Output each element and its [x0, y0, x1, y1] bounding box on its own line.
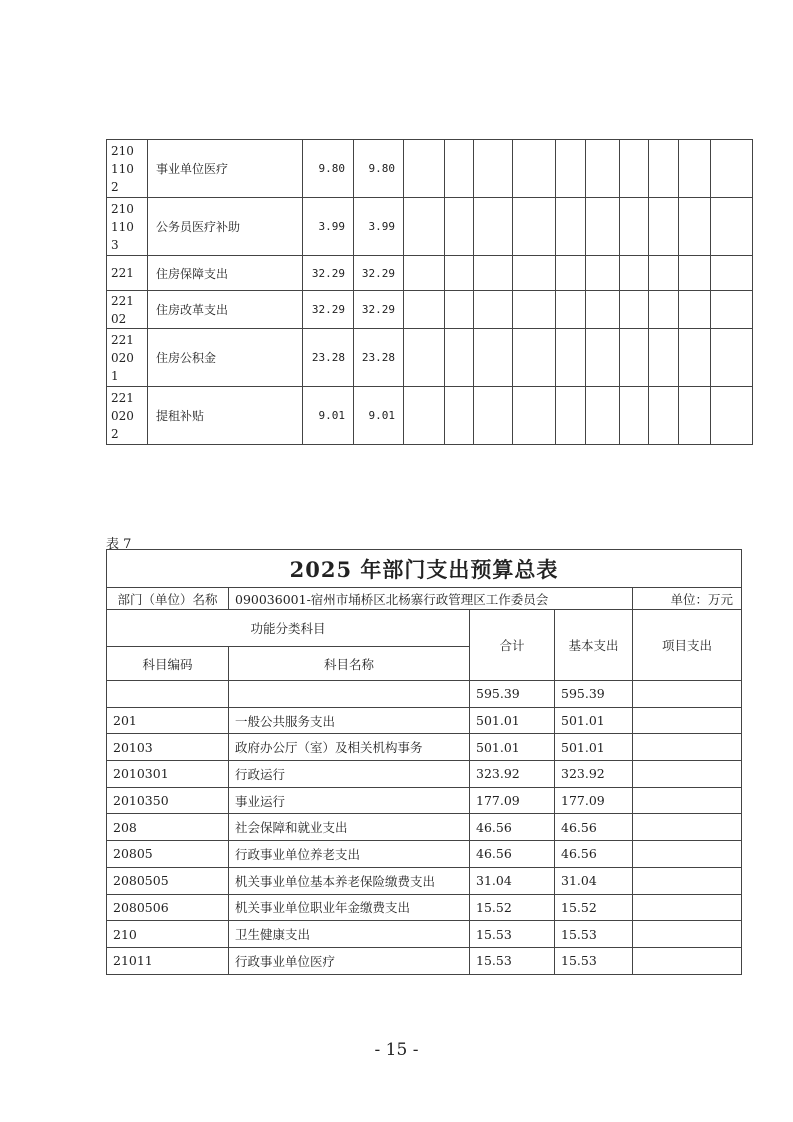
empty-cell	[513, 329, 556, 387]
empty-cell	[445, 198, 474, 256]
row-code	[107, 256, 148, 291]
row-basic: 595.39	[555, 681, 633, 708]
empty-cell	[649, 140, 679, 198]
row-code: 201	[107, 707, 229, 734]
row-total: 15.53	[470, 947, 555, 974]
header-basic: 基本支出	[555, 610, 633, 681]
row-name: 行政事业单位养老支出	[229, 841, 470, 868]
row-project	[633, 947, 742, 974]
empty-cell	[445, 291, 474, 329]
empty-cell	[404, 291, 445, 329]
table-row	[107, 787, 742, 814]
empty-cell	[445, 387, 474, 445]
empty-cell	[620, 387, 649, 445]
empty-cell	[649, 291, 679, 329]
empty-cell	[711, 387, 753, 445]
empty-cell	[445, 140, 474, 198]
row-code: 208	[107, 814, 229, 841]
row-code-line: 210	[111, 201, 134, 216]
empty-cell	[556, 291, 586, 329]
empty-cell	[679, 291, 711, 329]
row-project	[633, 681, 742, 708]
empty-cell	[586, 329, 620, 387]
header-code: 科目编码	[107, 647, 229, 681]
row-total: 501.01	[470, 734, 555, 761]
row-code: 2010350	[107, 787, 229, 814]
row-code-line: 110	[111, 219, 134, 234]
empty-cell	[513, 198, 556, 256]
row-name: 卫生健康支出	[229, 921, 470, 948]
row-code-line: 110	[111, 161, 134, 176]
unit-label: 单位：万元	[633, 588, 742, 610]
empty-cell	[679, 387, 711, 445]
table-row	[107, 947, 742, 974]
row-project	[633, 787, 742, 814]
empty-cell	[556, 198, 586, 256]
empty-cell	[586, 291, 620, 329]
empty-cell	[711, 198, 753, 256]
empty-cell	[620, 329, 649, 387]
empty-cell	[586, 387, 620, 445]
empty-cell	[620, 140, 649, 198]
empty-cell	[711, 291, 753, 329]
empty-cell	[711, 256, 753, 291]
table-row	[107, 707, 742, 734]
page-number: - 15 -	[374, 1040, 419, 1060]
row-project	[633, 761, 742, 788]
row-code-line: 221	[111, 266, 134, 280]
row-name: 住房保障支出	[148, 256, 303, 291]
empty-cell	[679, 256, 711, 291]
row-code-line: 2	[111, 426, 119, 441]
row-total: 177.09	[470, 787, 555, 814]
table-row	[107, 734, 742, 761]
row-code-line: 1	[111, 368, 119, 383]
table-row	[107, 841, 742, 868]
empty-cell	[404, 329, 445, 387]
empty-cell	[556, 256, 586, 291]
row-total: 595.39	[470, 681, 555, 708]
empty-cell	[586, 198, 620, 256]
row-basic: 32.29	[354, 291, 404, 329]
row-code-line: 02	[111, 311, 127, 326]
header-name: 科目名称	[229, 647, 470, 681]
header-project: 项目支出	[633, 610, 742, 681]
row-total: 31.04	[470, 867, 555, 894]
empty-cell	[513, 140, 556, 198]
row-basic: 501.01	[555, 707, 633, 734]
row-code-line: 210	[111, 143, 134, 158]
row-basic: 23.28	[354, 329, 404, 387]
dept-label: 部门（单位）名称	[107, 588, 229, 610]
table-row	[107, 814, 742, 841]
empty-cell	[556, 329, 586, 387]
empty-cell	[679, 329, 711, 387]
empty-cell	[445, 329, 474, 387]
empty-cell	[649, 198, 679, 256]
row-code-line: 221	[111, 293, 134, 308]
row-code: 2010301	[107, 761, 229, 788]
empty-cell	[679, 140, 711, 198]
row-basic: 9.01	[354, 387, 404, 445]
empty-cell	[474, 256, 513, 291]
empty-cell	[474, 198, 513, 256]
row-name: 公务员医疗补助	[148, 198, 303, 256]
empty-cell	[711, 329, 753, 387]
table-row	[107, 387, 753, 445]
row-total: 46.56	[470, 814, 555, 841]
row-basic: 323.92	[555, 761, 633, 788]
table-row	[107, 894, 742, 921]
row-code-line: 221	[111, 390, 134, 405]
empty-cell	[711, 140, 753, 198]
row-basic: 501.01	[555, 734, 633, 761]
row-project	[633, 734, 742, 761]
header-total: 合计	[470, 610, 555, 681]
row-code: 2080505	[107, 867, 229, 894]
row-project	[633, 867, 742, 894]
row-project	[633, 841, 742, 868]
row-name: 行政运行	[229, 761, 470, 788]
row-code: 20103	[107, 734, 229, 761]
row-code: 20805	[107, 841, 229, 868]
row-code	[107, 140, 148, 198]
row-name: 住房改革支出	[148, 291, 303, 329]
row-total: 323.92	[470, 761, 555, 788]
empty-cell	[586, 140, 620, 198]
empty-cell	[649, 387, 679, 445]
empty-cell	[404, 256, 445, 291]
row-name: 提租补贴	[148, 387, 303, 445]
row-code: 2080506	[107, 894, 229, 921]
table-row	[107, 256, 753, 291]
table-caption: 表 7	[106, 537, 132, 552]
row-name: 行政事业单位医疗	[229, 947, 470, 974]
empty-cell	[474, 140, 513, 198]
empty-cell	[556, 387, 586, 445]
row-name: 事业单位医疗	[148, 140, 303, 198]
row-basic: 46.56	[555, 814, 633, 841]
row-total: 15.52	[470, 894, 555, 921]
empty-cell	[513, 291, 556, 329]
row-name: 政府办公厅（室）及相关机构事务	[229, 734, 470, 761]
row-name	[229, 681, 470, 708]
row-basic: 31.04	[555, 867, 633, 894]
row-total: 32.29	[303, 256, 354, 291]
row-code-line: 3	[111, 237, 119, 252]
row-code-line: 2	[111, 179, 119, 194]
row-basic: 15.52	[555, 894, 633, 921]
empty-cell	[474, 387, 513, 445]
empty-cell	[513, 387, 556, 445]
row-name: 事业运行	[229, 787, 470, 814]
table-row	[107, 921, 742, 948]
row-total: 9.80	[303, 140, 354, 198]
row-name: 社会保障和就业支出	[229, 814, 470, 841]
row-basic: 15.53	[555, 947, 633, 974]
row-code-line: 020	[111, 350, 134, 365]
expenditure-budget-table	[106, 549, 742, 975]
row-total: 23.28	[303, 329, 354, 387]
row-code	[107, 329, 148, 387]
row-total: 15.53	[470, 921, 555, 948]
empty-cell	[556, 140, 586, 198]
empty-cell	[513, 256, 556, 291]
table-row	[107, 140, 753, 198]
empty-cell	[404, 140, 445, 198]
empty-cell	[474, 329, 513, 387]
row-total: 9.01	[303, 387, 354, 445]
empty-cell	[445, 256, 474, 291]
row-name: 住房公积金	[148, 329, 303, 387]
row-basic: 46.56	[555, 841, 633, 868]
row-total: 32.29	[303, 291, 354, 329]
table-row	[107, 329, 753, 387]
row-total: 501.01	[470, 707, 555, 734]
empty-cell	[586, 256, 620, 291]
table-row	[107, 291, 753, 329]
empty-cell	[620, 198, 649, 256]
previous-table-continuation	[106, 139, 753, 445]
empty-cell	[620, 291, 649, 329]
row-code-line: 020	[111, 408, 134, 423]
table-row	[107, 681, 742, 708]
row-name: 机关事业单位基本养老保险缴费支出	[229, 867, 470, 894]
table-row	[107, 761, 742, 788]
empty-cell	[679, 198, 711, 256]
row-project	[633, 707, 742, 734]
row-code: 21011	[107, 947, 229, 974]
row-code	[107, 681, 229, 708]
empty-cell	[404, 387, 445, 445]
empty-cell	[620, 256, 649, 291]
table-row	[107, 198, 753, 256]
row-project	[633, 894, 742, 921]
empty-cell	[649, 329, 679, 387]
row-basic: 32.29	[354, 256, 404, 291]
row-code	[107, 387, 148, 445]
row-project	[633, 921, 742, 948]
dept-value: 090036001-宿州市埇桥区北杨寨行政管理区工作委员会	[229, 588, 633, 610]
header-function-category: 功能分类科目	[107, 610, 470, 647]
table-title: 2025 年部门支出预算总表	[107, 550, 742, 588]
row-total: 3.99	[303, 198, 354, 256]
table-row	[107, 867, 742, 894]
row-name: 机关事业单位职业年金缴费支出	[229, 894, 470, 921]
row-code	[107, 291, 148, 329]
empty-cell	[474, 291, 513, 329]
row-name: 一般公共服务支出	[229, 707, 470, 734]
row-basic: 15.53	[555, 921, 633, 948]
row-project	[633, 814, 742, 841]
row-total: 46.56	[470, 841, 555, 868]
row-code: 210	[107, 921, 229, 948]
row-basic: 177.09	[555, 787, 633, 814]
row-basic: 9.80	[354, 140, 404, 198]
row-code-line: 221	[111, 332, 134, 347]
empty-cell	[404, 198, 445, 256]
empty-cell	[649, 256, 679, 291]
row-code	[107, 198, 148, 256]
row-basic: 3.99	[354, 198, 404, 256]
